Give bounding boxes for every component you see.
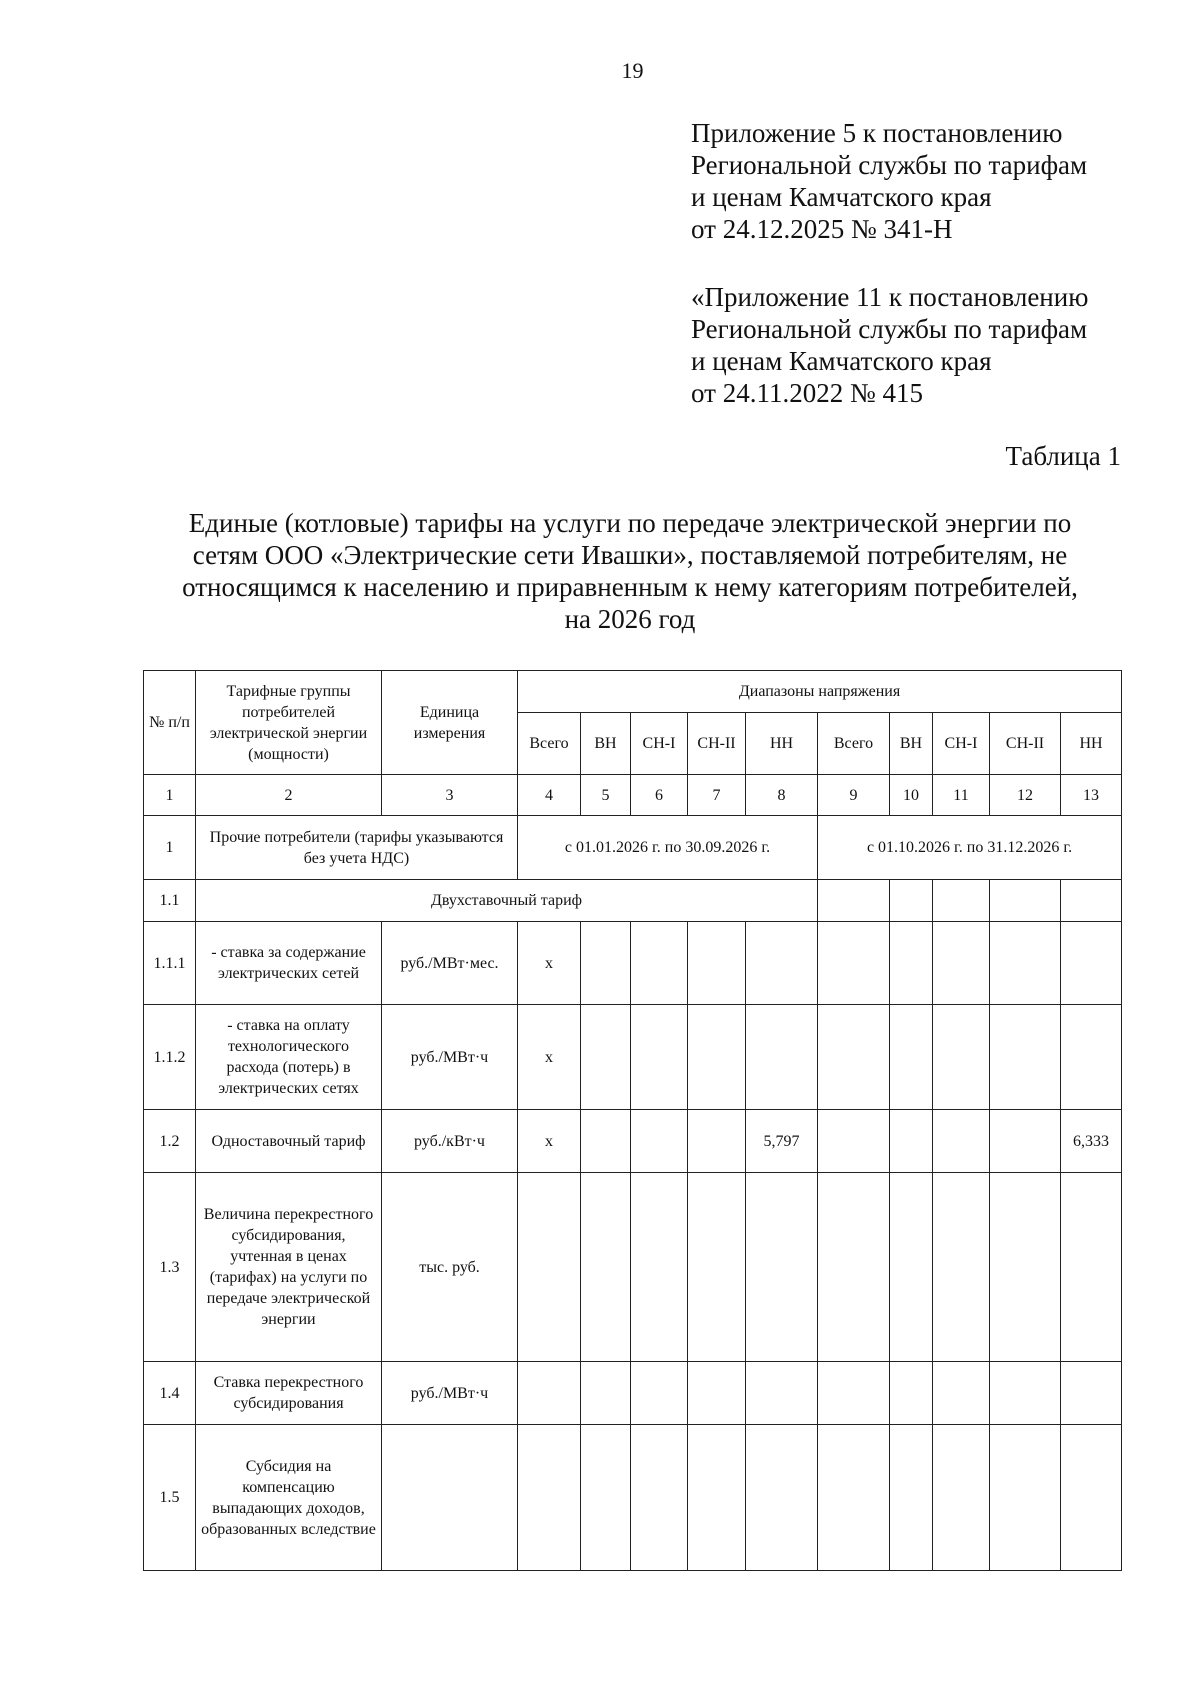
header-sub: НН	[746, 713, 818, 775]
header-sub: СН-II	[688, 713, 746, 775]
col-number: 4	[518, 775, 581, 816]
cell	[631, 922, 688, 1005]
cell	[746, 1362, 818, 1425]
row-label: Ставка перекрестного субсидирования	[196, 1362, 382, 1425]
row-num: 1.5	[144, 1425, 196, 1571]
cell	[890, 1173, 933, 1362]
period-2: с 01.10.2026 г. по 31.12.2026 г.	[818, 816, 1122, 880]
cell	[688, 1362, 746, 1425]
cell-nn-period-2: 6,333	[1061, 1110, 1122, 1173]
cell	[746, 1005, 818, 1110]
row-num: 1	[144, 816, 196, 880]
row-label: Прочие потребители (тарифы указываются без учета НДС)	[196, 816, 518, 880]
row-num: 1.4	[144, 1362, 196, 1425]
row-label: Одноставочный тариф	[196, 1110, 382, 1173]
cell	[933, 880, 990, 922]
col-number: 7	[688, 775, 746, 816]
row-unit: руб./МВт·ч	[382, 1362, 518, 1425]
cell	[933, 1110, 990, 1173]
cell	[990, 1173, 1061, 1362]
row-num: 1.1.2	[144, 1005, 196, 1110]
header-ranges: Диапазоны напряжения	[518, 671, 1122, 713]
header-unit: Единица измерения	[382, 671, 518, 775]
cell	[746, 922, 818, 1005]
annex-line: от 24.12.2025 № 341-Н	[691, 214, 953, 244]
row-num: 1.3	[144, 1173, 196, 1362]
cell	[382, 1425, 518, 1571]
cell	[890, 1005, 933, 1110]
annex-line: от 24.11.2022 № 415	[691, 378, 923, 408]
table-row	[144, 1425, 1122, 1571]
table-row	[144, 1110, 1122, 1173]
annex-line: Региональной службы по тарифам	[691, 314, 1088, 344]
row-label: - ставка за содержание электрических сетей	[196, 922, 382, 1005]
col-number: 2	[196, 775, 382, 816]
annex-line: и ценам Камчатского края	[691, 346, 992, 376]
row-unit: руб./кВт·ч	[382, 1110, 518, 1173]
row-label: Двухставочный тариф	[196, 880, 818, 922]
cell	[1061, 1173, 1122, 1362]
cell	[581, 1362, 631, 1425]
cell	[688, 1173, 746, 1362]
cell	[890, 880, 933, 922]
table-row	[144, 922, 1122, 1005]
header-sub: СН-I	[933, 713, 990, 775]
cell	[581, 922, 631, 1005]
row-unit: руб./МВт·ч	[382, 1005, 518, 1110]
cell	[518, 1425, 581, 1571]
cell	[818, 1425, 890, 1571]
table-row	[144, 1005, 1122, 1110]
period-1: с 01.01.2026 г. по 30.09.2026 г.	[518, 816, 818, 880]
cell	[581, 1425, 631, 1571]
cell	[631, 1173, 688, 1362]
annex-line: Региональной службы по тарифам	[691, 150, 1088, 180]
cell-total: x	[518, 1110, 581, 1173]
cell	[1061, 1005, 1122, 1110]
document-title	[140, 507, 1120, 635]
annex-reference	[691, 117, 1087, 245]
header-sub: СН-II	[990, 713, 1061, 775]
col-number: 8	[746, 775, 818, 816]
cell	[818, 1173, 890, 1362]
cell	[1061, 1425, 1122, 1571]
header-sub: НН	[1061, 713, 1122, 775]
header-row	[144, 671, 1122, 713]
cell	[518, 1362, 581, 1425]
title-line: Единые (котловые) тарифы на услуги по передаче электрической энергии по	[188, 508, 1072, 538]
cell	[890, 1362, 933, 1425]
row-num: 1.1.1	[144, 922, 196, 1005]
cell	[746, 1425, 818, 1571]
row-num: 1.2	[144, 1110, 196, 1173]
cell	[990, 1362, 1061, 1425]
header-groups: Тарифные группы потребителей электрической энергии (мощности)	[196, 671, 382, 775]
cell	[933, 1425, 990, 1571]
cell	[1061, 1362, 1122, 1425]
header-num: № п/п	[144, 671, 196, 775]
cell	[990, 880, 1061, 922]
title-line: относящимся к населению и приравненным к нему категориям потребителей,	[182, 572, 1078, 602]
cell	[890, 922, 933, 1005]
cell	[933, 1005, 990, 1110]
cell	[990, 922, 1061, 1005]
title-line: сетям ООО «Электрические сети Ивашки», поставляемой потребителям, не	[192, 540, 1068, 570]
cell	[688, 1425, 746, 1571]
annex-line: Приложение 5 к постановлению	[691, 118, 1063, 148]
row-unit: тыс. руб.	[382, 1173, 518, 1362]
row-label: - ставка на оплату технологического расхода (потерь) в электрических сетях	[196, 1005, 382, 1110]
cell	[818, 922, 890, 1005]
table-row	[144, 816, 1122, 880]
cell	[688, 1005, 746, 1110]
cell	[688, 1110, 746, 1173]
header-sub: ВН	[581, 713, 631, 775]
cell	[631, 1425, 688, 1571]
col-number: 3	[382, 775, 518, 816]
cell	[518, 1173, 581, 1362]
col-number: 9	[818, 775, 890, 816]
table-row	[144, 1362, 1122, 1425]
cell	[631, 1362, 688, 1425]
col-number: 10	[890, 775, 933, 816]
row-label: Величина перекрестного субсидирования, учтенная в ценах (тарифах) на услуги по передаче электрической энергии	[196, 1173, 382, 1362]
col-number: 13	[1061, 775, 1122, 816]
cell-nn-period-1: 5,797	[746, 1110, 818, 1173]
column-number-row	[144, 775, 1122, 816]
cell	[933, 1173, 990, 1362]
header-sub: Всего	[518, 713, 581, 775]
cell	[746, 1173, 818, 1362]
table-label: Таблица 1	[1005, 441, 1121, 471]
cell	[933, 922, 990, 1005]
col-number: 5	[581, 775, 631, 816]
row-unit: руб./МВт·мес.	[382, 922, 518, 1005]
col-number: 11	[933, 775, 990, 816]
tariff-table	[143, 670, 1122, 1571]
cell	[818, 880, 890, 922]
cell	[990, 1110, 1061, 1173]
original-annex-reference	[691, 281, 1088, 409]
cell	[818, 1362, 890, 1425]
table-row	[144, 1173, 1122, 1362]
col-number: 6	[631, 775, 688, 816]
cell	[990, 1425, 1061, 1571]
row-num: 1.1	[144, 880, 196, 922]
page-number: 19	[621, 58, 644, 83]
cell	[818, 1110, 890, 1173]
cell	[581, 1173, 631, 1362]
header-sub: ВН	[890, 713, 933, 775]
row-label: Субсидия на компенсацию выпадающих доходов, образованных вследствие	[196, 1425, 382, 1571]
title-line: на 2026 год	[564, 604, 696, 634]
cell-total: x	[518, 1005, 581, 1110]
cell	[890, 1425, 933, 1571]
cell	[631, 1005, 688, 1110]
cell	[990, 1005, 1061, 1110]
header-sub: Всего	[818, 713, 890, 775]
cell	[818, 1005, 890, 1110]
cell	[1061, 922, 1122, 1005]
col-number: 1	[144, 775, 196, 816]
cell-total: x	[518, 922, 581, 1005]
annex-line: «Приложение 11 к постановлению	[691, 282, 1089, 312]
cell	[933, 1362, 990, 1425]
cell	[631, 1110, 688, 1173]
cell	[581, 1110, 631, 1173]
cell	[1061, 880, 1122, 922]
col-number: 12	[990, 775, 1061, 816]
annex-line: и ценам Камчатского края	[691, 182, 992, 212]
cell	[688, 922, 746, 1005]
table-row	[144, 880, 1122, 922]
header-sub: СН-I	[631, 713, 688, 775]
cell	[581, 1005, 631, 1110]
cell	[890, 1110, 933, 1173]
